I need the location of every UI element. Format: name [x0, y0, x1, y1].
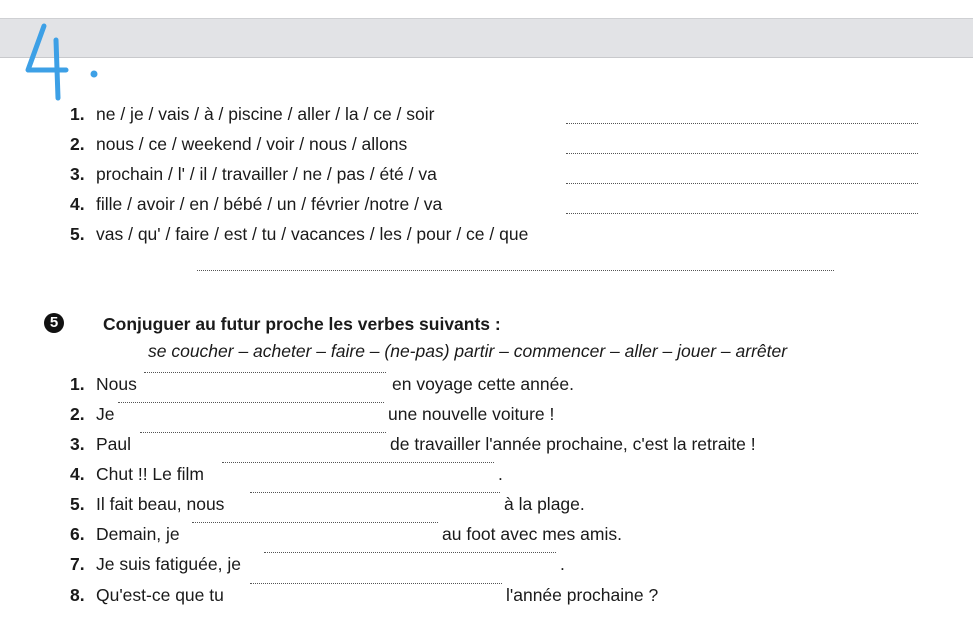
item-text-after: l'année prochaine ?	[506, 585, 659, 605]
item-text: ne / je / vais / à / piscine / aller / la / ce / soir	[96, 104, 435, 124]
item-number: 4.	[70, 194, 85, 214]
handwritten-exercise-number	[22, 18, 112, 108]
top-bar	[0, 18, 973, 58]
blank-6[interactable]	[192, 522, 438, 523]
blank-5[interactable]	[250, 492, 500, 493]
answer-line-5[interactable]	[197, 270, 834, 271]
exercise5-item-8	[70, 585, 224, 606]
item-text: Je	[96, 404, 115, 424]
item-text: fille / avoir / en / bébé / un / février /notre / va	[96, 194, 443, 214]
answer-line-3[interactable]	[566, 183, 918, 184]
item-text-after: en voyage cette année.	[392, 374, 574, 394]
item-number: 6.	[70, 524, 85, 544]
exercise5-item-7	[70, 554, 241, 575]
exercise4-item-3	[70, 164, 437, 188]
blank-3[interactable]	[140, 432, 386, 433]
item-number: 5.	[70, 224, 85, 244]
exercise4-item-4	[70, 194, 442, 218]
blank-7[interactable]	[264, 552, 556, 553]
top-strip	[0, 0, 973, 18]
item-text-after: au foot avec mes amis.	[442, 524, 622, 544]
item-text: Il fait beau, nous	[96, 494, 225, 514]
item-number: 7.	[70, 554, 85, 574]
exercise-5-title: Conjuguer au futur proche les verbes suivants :	[103, 314, 501, 334]
item-text: Chut !! Le film	[96, 464, 204, 484]
item-text: Paul	[96, 434, 132, 454]
blank-8[interactable]	[250, 583, 502, 584]
exercise-5-badge: 5	[44, 313, 64, 333]
exercise5-item-3	[70, 434, 131, 455]
answer-line-4[interactable]	[566, 213, 918, 214]
item-number: 2.	[70, 404, 85, 424]
item-number: 8.	[70, 585, 85, 605]
blank-1[interactable]	[144, 372, 386, 373]
exercise5-item-1	[70, 374, 137, 395]
exercise4-item-5	[70, 224, 528, 248]
item-number: 4.	[70, 464, 85, 484]
exercise5-item-4	[70, 464, 204, 485]
blank-2[interactable]	[118, 402, 384, 403]
item-number: 3.	[70, 434, 85, 454]
item-text-after: une nouvelle voiture !	[388, 404, 555, 424]
item-text-after: à la plage.	[504, 494, 585, 514]
item-text: Je suis fatiguée, je	[96, 554, 241, 574]
exercise5-item-2	[70, 404, 114, 425]
item-text: Nous	[96, 374, 137, 394]
exercise5-item-5	[70, 494, 224, 515]
item-text-after: .	[498, 464, 503, 484]
item-number: 5.	[70, 494, 85, 514]
item-text-after: .	[560, 554, 565, 574]
item-text-after: de travailler l'année prochaine, c'est la retraite !	[390, 434, 756, 454]
verb-list: se coucher – acheter – faire – (ne-pas) partir – commencer – aller – jouer – arrêter	[148, 341, 788, 361]
blank-4[interactable]	[222, 462, 494, 463]
exercise5-item-6	[70, 524, 180, 545]
item-number: 3.	[70, 164, 85, 184]
item-number: 1.	[70, 104, 85, 124]
item-number: 2.	[70, 134, 85, 154]
answer-line-2[interactable]	[566, 153, 918, 154]
item-text: vas / qu' / faire / est / tu / vacances / les / pour / ce / que	[96, 224, 529, 244]
exercise4-item-2	[70, 134, 407, 158]
item-text: Qu'est-ce que tu	[96, 585, 224, 605]
item-text: nous / ce / weekend / voir / nous / allons	[96, 134, 408, 154]
item-text: Demain, je	[96, 524, 180, 544]
item-text: prochain / l' / il / travailler / ne / pas / été / va	[96, 164, 437, 184]
answer-line-1[interactable]	[566, 123, 918, 124]
exercise4-item-1	[70, 104, 434, 128]
item-number: 1.	[70, 374, 85, 394]
